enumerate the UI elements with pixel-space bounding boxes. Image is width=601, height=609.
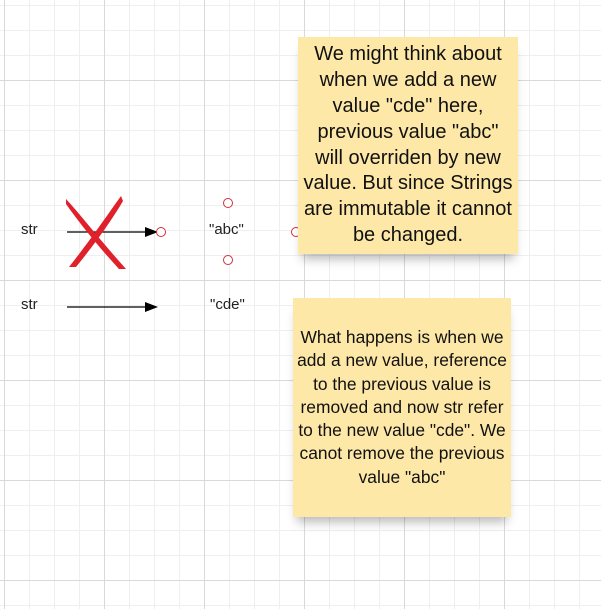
connection-handle-bottom[interactable] bbox=[224, 256, 233, 265]
value-label-old[interactable]: "abc" bbox=[209, 221, 244, 238]
value-label-new[interactable]: "cde" bbox=[210, 296, 245, 313]
reference-arrow-new[interactable] bbox=[67, 302, 158, 312]
variable-label-top[interactable]: str bbox=[21, 221, 38, 238]
sticky-note-bottom[interactable] bbox=[293, 298, 511, 517]
variable-label-bottom[interactable]: str bbox=[21, 296, 38, 313]
sticky-note-top[interactable] bbox=[298, 37, 518, 254]
sticky-note-top-text: We might think about when we add a new value "cde" here, previous value "abc" will overriden by new value. But since Strings are immutable it cannot be changed. bbox=[303, 43, 513, 246]
connection-handle-arrow[interactable] bbox=[157, 228, 166, 237]
connection-handle-top[interactable] bbox=[224, 199, 233, 208]
sticky-note-bottom-text: What happens is when we add a new value, reference to the previous value is removed and now str refer to the new value "cde". We canot remove the previous value "abc" bbox=[297, 326, 507, 487]
reference-arrow-old[interactable] bbox=[67, 227, 158, 237]
